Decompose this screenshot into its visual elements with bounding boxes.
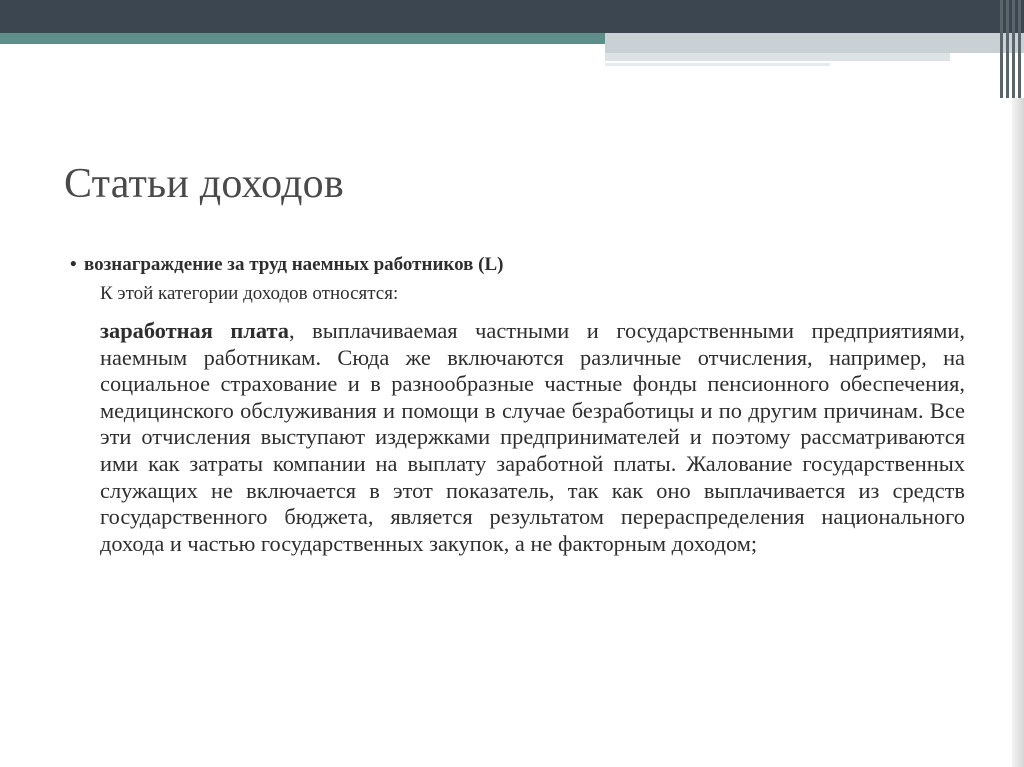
- paragraph-bold-lead: заработная плата: [100, 318, 289, 343]
- body-paragraph: [100, 318, 965, 557]
- vertical-stripe: [1000, 0, 1003, 98]
- vertical-stripe: [1012, 0, 1015, 98]
- top-teal-band: [0, 33, 605, 44]
- top-grey-band: [605, 33, 1024, 53]
- slide-body: [70, 253, 970, 557]
- vertical-stripe: [1018, 0, 1021, 98]
- slide-title: Статьи доходов: [64, 161, 344, 207]
- bullet-marker: •: [70, 254, 77, 275]
- subtitle-line: К этой категории доходов относятся:: [100, 283, 399, 304]
- vertical-stripe: [1006, 0, 1009, 98]
- top-dark-band: [0, 0, 1024, 33]
- top-light-grey-band: [605, 53, 950, 61]
- top-thin-line: [605, 63, 830, 66]
- paragraph-rest: , выплачиваемая частными и государственными предприятиями, наемным работникам. Сюда же включаются различные отчисления, например, на социальное страхование и в разнообразные частные фонды пенсионного обеспечения, медицинского обслуживания и помощи в случае безработицы и по другим причинам. Все эти отчисления выступают издержками предпринимателей и поэтому рассматриваются ими как затраты компании на выплату заработной платы. Жалование государственных служащих не включается в этот показатель, так как оно выплачивается из средств государственного бюджета, является результатом перераспределения национального дохода и частью государственных закупок, а не факторным доходом;: [100, 318, 965, 556]
- bullet-text: вознаграждение за труд наемных работников (L): [84, 254, 504, 275]
- right-edge-shadow: [1012, 98, 1024, 767]
- bullet-item: [70, 253, 970, 277]
